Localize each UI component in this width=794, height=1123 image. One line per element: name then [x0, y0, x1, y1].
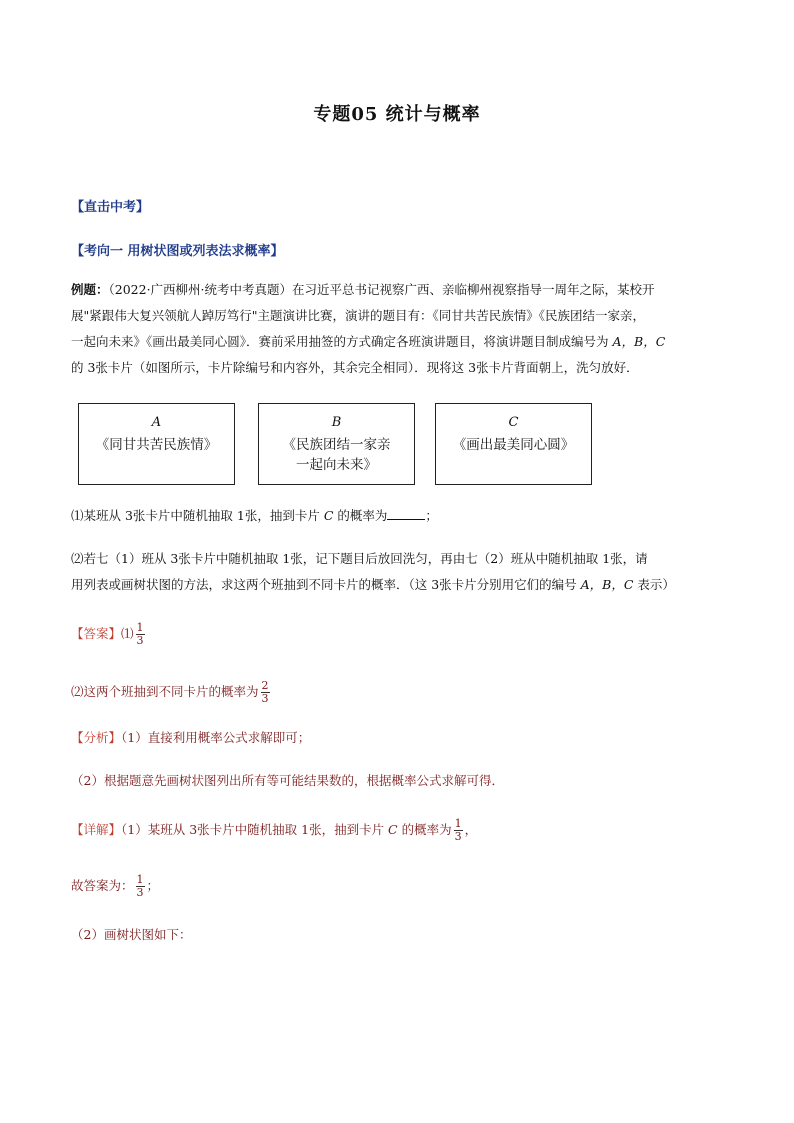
question-2-line-1: ⑵若七（1）班从 3张卡片中随机抽取 1张，记下题目后放回洗匀，再由七（2）班从中随机抽取 1张，请 — [71, 551, 648, 566]
question-2-line-2: 用列表或画树状图的方法，求这两个班抽到不同卡片的概率．（这 3张卡片分别用它们的编号 A，B，C 表示） — [71, 577, 675, 592]
card-b — [258, 403, 415, 485]
section-header: 【直击中考】 — [71, 200, 150, 215]
question-1: ⑴某班从 3张卡片中随机抽取 1张，抽到卡片 C 的概率为 ； — [71, 508, 438, 523]
fraction: $\frac{1}{3}$ — [136, 873, 144, 899]
card-c — [435, 403, 592, 485]
question-2 — [71, 546, 736, 598]
fraction: $\frac{2}{3}$ — [261, 679, 269, 705]
example-line-4: 的 3张卡片（如图所示，卡片除编号和内容外，其余完全相同）．现将这 3张卡片背面朝上，洗匀放好． — [71, 360, 639, 375]
answer-tag: 【答案】 — [71, 626, 122, 641]
card-text: 《画出最美同心圆》 — [452, 437, 575, 453]
card-text: 《同甘共苦民族情》 — [95, 437, 218, 453]
detail-line-2: 故答案为： $\frac{1}{3}$ ； — [71, 873, 160, 899]
answer-part-2: ⑵这两个班抽到不同卡片的概率为 $\frac{2}{3}$ — [71, 679, 269, 705]
example-paragraph — [71, 277, 736, 381]
example-label: 例题： — [71, 282, 109, 297]
card-text-2: 一起向未来》 — [296, 457, 377, 473]
fraction: $\frac{1}{3}$ — [136, 621, 144, 647]
detail-tag: 【详解】 — [71, 822, 122, 837]
detail-line-3: （2）画树状图如下： — [71, 927, 192, 942]
detail-line-1: 【详解】（1）某班从 3张卡片中随机抽取 1张，抽到卡片 C 的概率为 $\frac{1}{3}$ ， — [71, 817, 478, 843]
card-letter: B — [331, 415, 342, 430]
subsection-header: 【考向一 用树状图或列表法求概率】 — [71, 244, 284, 259]
card-a — [78, 403, 235, 485]
answer-part-1: 【答案】⑴ $\frac{1}{3}$ — [71, 621, 144, 647]
analysis-line-1: 【分析】（1）直接利用概率公式求解即可； — [71, 730, 311, 745]
analysis-tag: 【分析】 — [71, 730, 122, 745]
answer-blank — [387, 507, 425, 520]
example-line-3: 一起向未来》《画出最美同心圆》．赛前采用抽签的方式确定各班演讲题目，将演讲题目制成编号为 A，B，C — [71, 334, 666, 349]
page-title: 专题05 统计与概率 — [313, 104, 481, 125]
example-line-1: 例题：（2022·广西柳州·统考中考真题）在习近平总书记视察广西、亲临柳州视察指导一周年之际，某校开 — [71, 282, 655, 297]
example-line-2: 展"紧跟伟大复兴领航人踔厉笃行"主题演讲比赛，演讲的题目有：《同甘共苦民族情》《民族团结一家亲， — [71, 308, 646, 323]
analysis-line-2: （2）根据题意先画树状图列出所有等可能结果数的，根据概率公式求解可得． — [71, 773, 504, 788]
card-text: 《民族团结一家亲 — [282, 437, 391, 453]
card-letter: C — [508, 415, 519, 430]
card-letter: A — [151, 415, 162, 430]
fraction: $\frac{1}{3}$ — [454, 817, 462, 843]
